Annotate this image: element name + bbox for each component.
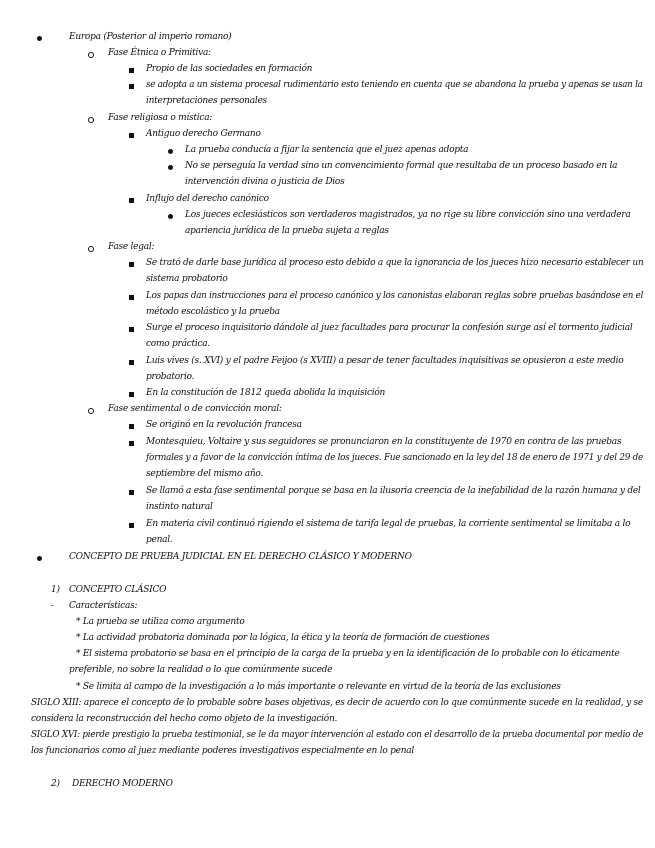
- bullet-square-icon: [129, 392, 134, 397]
- dash-marker: -: [51, 601, 54, 611]
- list-item-continuation: sistema probatorio: [146, 274, 228, 284]
- siglo-xiii-paragraph: considera la reconstrucción del hecho como objeto de la investigación.: [31, 714, 338, 724]
- concepto-heading: CONCEPTO DE PRUEBA JUDICIAL EN EL DERECHO CLÁSICO Y MODERNO: [69, 552, 412, 562]
- list-item: * El sistema probatorio se basa en el principio de la carga de la prueba y en la identificación de lo probable con lo éticamente: [76, 649, 620, 659]
- bullet-square-icon: [129, 84, 134, 89]
- fase-religiosa-title: Fase religiosa o mística:: [108, 113, 213, 123]
- list-item: Propio de las sociedades en formación: [146, 64, 313, 74]
- list-item-continuation: apariencia jurídica de la prueba sujeta a reglas: [185, 226, 389, 236]
- bullet-square-icon: [129, 424, 134, 429]
- bullet-square-icon: [129, 198, 134, 203]
- list-item: se adopta a un sistema procesal rudimentario esto teniendo en cuenta que se abandona la prueba y apenas se usan la: [146, 80, 643, 90]
- list-item: Se trató de darle base jurídica al proceso esto debido a que la ignorancia de los jueces hizo necesario establecer un: [146, 258, 644, 268]
- bullet-circle-icon: [88, 408, 94, 414]
- list-item-continuation: probatorio.: [146, 372, 195, 382]
- list-item: * La prueba se utiliza como argumento: [76, 617, 245, 627]
- list-item: Montesquieu, Voltaire y sus seguidores se pronunciaron en la constituyente de 1970 en contra de las pruebas: [146, 437, 622, 447]
- list-item-continuation: como práctica.: [146, 339, 211, 349]
- bullet-disc-icon: [168, 165, 173, 170]
- list-item: En materia civil continuó rigiendo el sistema de tarifa legal de pruebas, la corriente sentimental se limitaba a lo: [146, 519, 631, 529]
- section-number: 2): [51, 779, 60, 789]
- fase-legal-title: Fase legal:: [108, 242, 155, 252]
- bullet-square-icon: [129, 68, 134, 73]
- list-item-continuation: método escolástico y la prueba: [146, 307, 280, 317]
- bullet-disc-icon: [37, 556, 42, 561]
- bullet-circle-icon: [88, 117, 94, 123]
- list-item: Luis vives (s. XVI) y el padre Feijoo (s XVIII) a pesar de tener facultades inquisitivas se opusieron a este medio: [146, 356, 624, 366]
- bullet-circle-icon: [88, 52, 94, 58]
- list-item-continuation: formales y a favor de la convicción íntima de los jueces. Fue sancionado en la ley del 18 de enero de 1971 y del 29 de: [146, 453, 644, 463]
- bullet-square-icon: [129, 133, 134, 138]
- list-item: La prueba conducía a fijar la sentencia que el juez apenas adopta: [185, 145, 469, 155]
- clasico-title: CONCEPTO CLÁSICO: [69, 585, 167, 595]
- list-item-continuation: penal.: [146, 535, 173, 545]
- siglo-xiii-paragraph: SIGLO XIII: aparece el concepto de lo probable sobre bases objetivas, es decir de acuerdo con lo que comúnmente sucede en la realidad, y se: [31, 698, 643, 708]
- list-item: Los papas dan instrucciones para el proceso canónico y los canonistas elaboran reglas sobre pruebas basándose en el: [146, 291, 644, 301]
- bullet-disc-icon: [37, 36, 42, 41]
- list-item: Surge el proceso inquisitorio dándole al juez facultades para procurar la confesión surge así el tormento judicial: [146, 323, 633, 333]
- list-item: En la constitución de 1812 queda abolida la inquisición: [146, 388, 386, 398]
- bullet-square-icon: [129, 262, 134, 267]
- bullet-circle-icon: [88, 246, 94, 252]
- list-item-continuation: interpretaciones personales: [146, 96, 267, 106]
- bullet-square-icon: [129, 441, 134, 446]
- list-item-continuation: preferible, no sobre la realidad o lo que comúnmente sucede: [69, 665, 333, 675]
- list-item-continuation: septiembre del mismo año.: [146, 469, 264, 479]
- fase-sentimental-title: Fase sentimental o de convicción moral:: [108, 404, 282, 414]
- list-item: Los jueces eclesiásticos son verdaderos magistrados, ya no rige su libre convicción sino una verdadera: [185, 210, 631, 220]
- list-item-continuation: intervención divina o justicia de Dios: [185, 177, 345, 187]
- list-item: * Se limita al campo de la investigación a lo más importante o relevante en virtud de la teoría de las exclusiones: [76, 682, 561, 692]
- list-item: * La actividad probatoria dominada por la lógica, la ética y la teoría de formación de cuestiones: [76, 633, 490, 643]
- germano-title: Antiguo derecho Germano: [146, 129, 261, 139]
- caracteristicas-label: Características:: [69, 601, 138, 611]
- fase-etnica-title: Fase Étnica o Primitiva:: [108, 48, 211, 58]
- bullet-square-icon: [129, 295, 134, 300]
- bullet-disc-icon: [168, 149, 173, 154]
- bullet-square-icon: [129, 490, 134, 495]
- bullet-square-icon: [129, 360, 134, 365]
- siglo-xvi-paragraph: SIGLO XVI: pierde prestigio la prueba testimonial, se le da mayor intervención al estado con el desarrollo de la prueba documental por medio de: [31, 730, 644, 740]
- section-number: 1): [51, 585, 60, 595]
- heading-europa: Europa (Posterior al imperio romano): [69, 32, 232, 42]
- bullet-square-icon: [129, 327, 134, 332]
- siglo-xvi-paragraph: los funcionarios como al juez mediante poderes investigativos especialmente en lo penal: [31, 746, 414, 756]
- moderno-title: DERECHO MODERNO: [72, 779, 173, 789]
- list-item: Se originó en la revolución francesa: [146, 420, 302, 430]
- bullet-disc-icon: [168, 214, 173, 219]
- list-item: No se perseguía la verdad sino un convencimiento formal que resultaba de un proceso basado en la: [185, 161, 618, 171]
- bullet-square-icon: [129, 523, 134, 528]
- list-item: Se llamó a esta fase sentimental porque se basa en la ilusoria creencia de la inefabilidad de la razón humana y del: [146, 486, 641, 496]
- canonico-title: Influjo del derecho canónico: [146, 194, 269, 204]
- list-item-continuation: instinto natural: [146, 502, 213, 512]
